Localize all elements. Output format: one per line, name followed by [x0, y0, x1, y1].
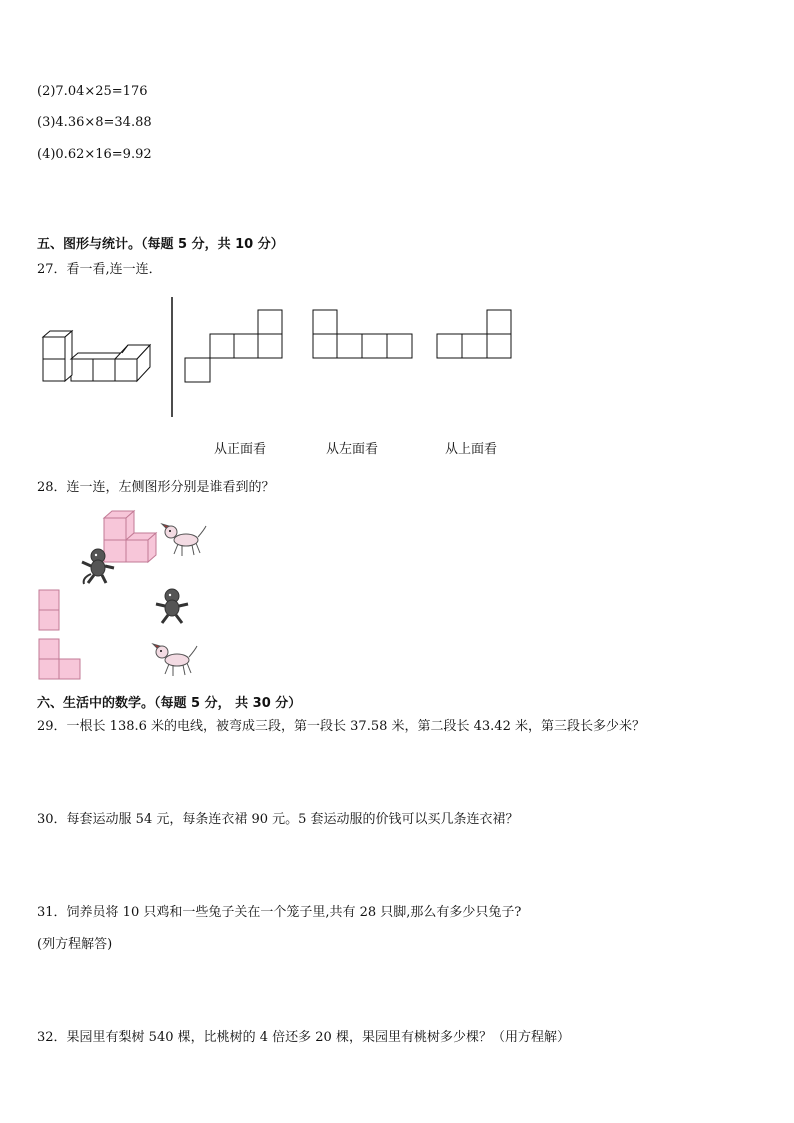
dog-icon	[160, 522, 208, 558]
question-31-note: (列方程解答)	[37, 937, 113, 952]
q27-label-top: 从上面看	[445, 442, 498, 457]
question-32: 32．果园里有梨树 540 棵，比桃树的 4 倍还多 20 棵，果园里有桃树多少棵？（用方程解）	[37, 1030, 570, 1045]
monkey-icon	[78, 546, 118, 586]
question-28: 28．连一连，左侧图形分别是谁看到的？	[37, 480, 275, 495]
q28-view-stack	[38, 589, 62, 633]
question-30: 30．每套运动服 54 元，每条连衣裙 90 元。5 套运动服的价钱可以买几条连衣裙？	[37, 812, 519, 827]
q28-view-l	[38, 638, 84, 682]
question-31: 31．饲养员将 10 只鸡和一些兔子关在一个笼子里,共有 28 只脚,那么有多少只兔子?	[37, 905, 522, 920]
q27-view-a	[184, 310, 284, 385]
q27-label-front: 从正面看	[214, 442, 267, 457]
monkey-icon-2	[152, 586, 192, 626]
section-6-title: 六、生活中的数学。（每题 5 分， 共 30 分）	[37, 696, 302, 711]
section-5-title: 五、图形与统计。（每题 5 分，共 10 分）	[37, 237, 284, 252]
question-27: 27．看一看,连一连．	[37, 262, 162, 277]
q27-3d-figure	[38, 330, 158, 390]
q27-view-b	[312, 310, 414, 362]
q27-view-c	[436, 310, 514, 362]
q27-divider	[171, 297, 175, 417]
q27-label-left: 从左面看	[326, 442, 379, 457]
answer-line-3: (3)4.36×8=34.88	[37, 115, 152, 130]
question-29: 29．一根长 138.6 米的电线，被弯成三段，第一段长 37.58 米，第二段长 43.42 米，第三段长多少米？	[37, 719, 645, 734]
answer-line-2: (2)7.04×25=176	[37, 84, 148, 99]
dog-icon-2	[150, 642, 200, 678]
answer-line-4: (4)0.62×16=9.92	[37, 147, 152, 162]
